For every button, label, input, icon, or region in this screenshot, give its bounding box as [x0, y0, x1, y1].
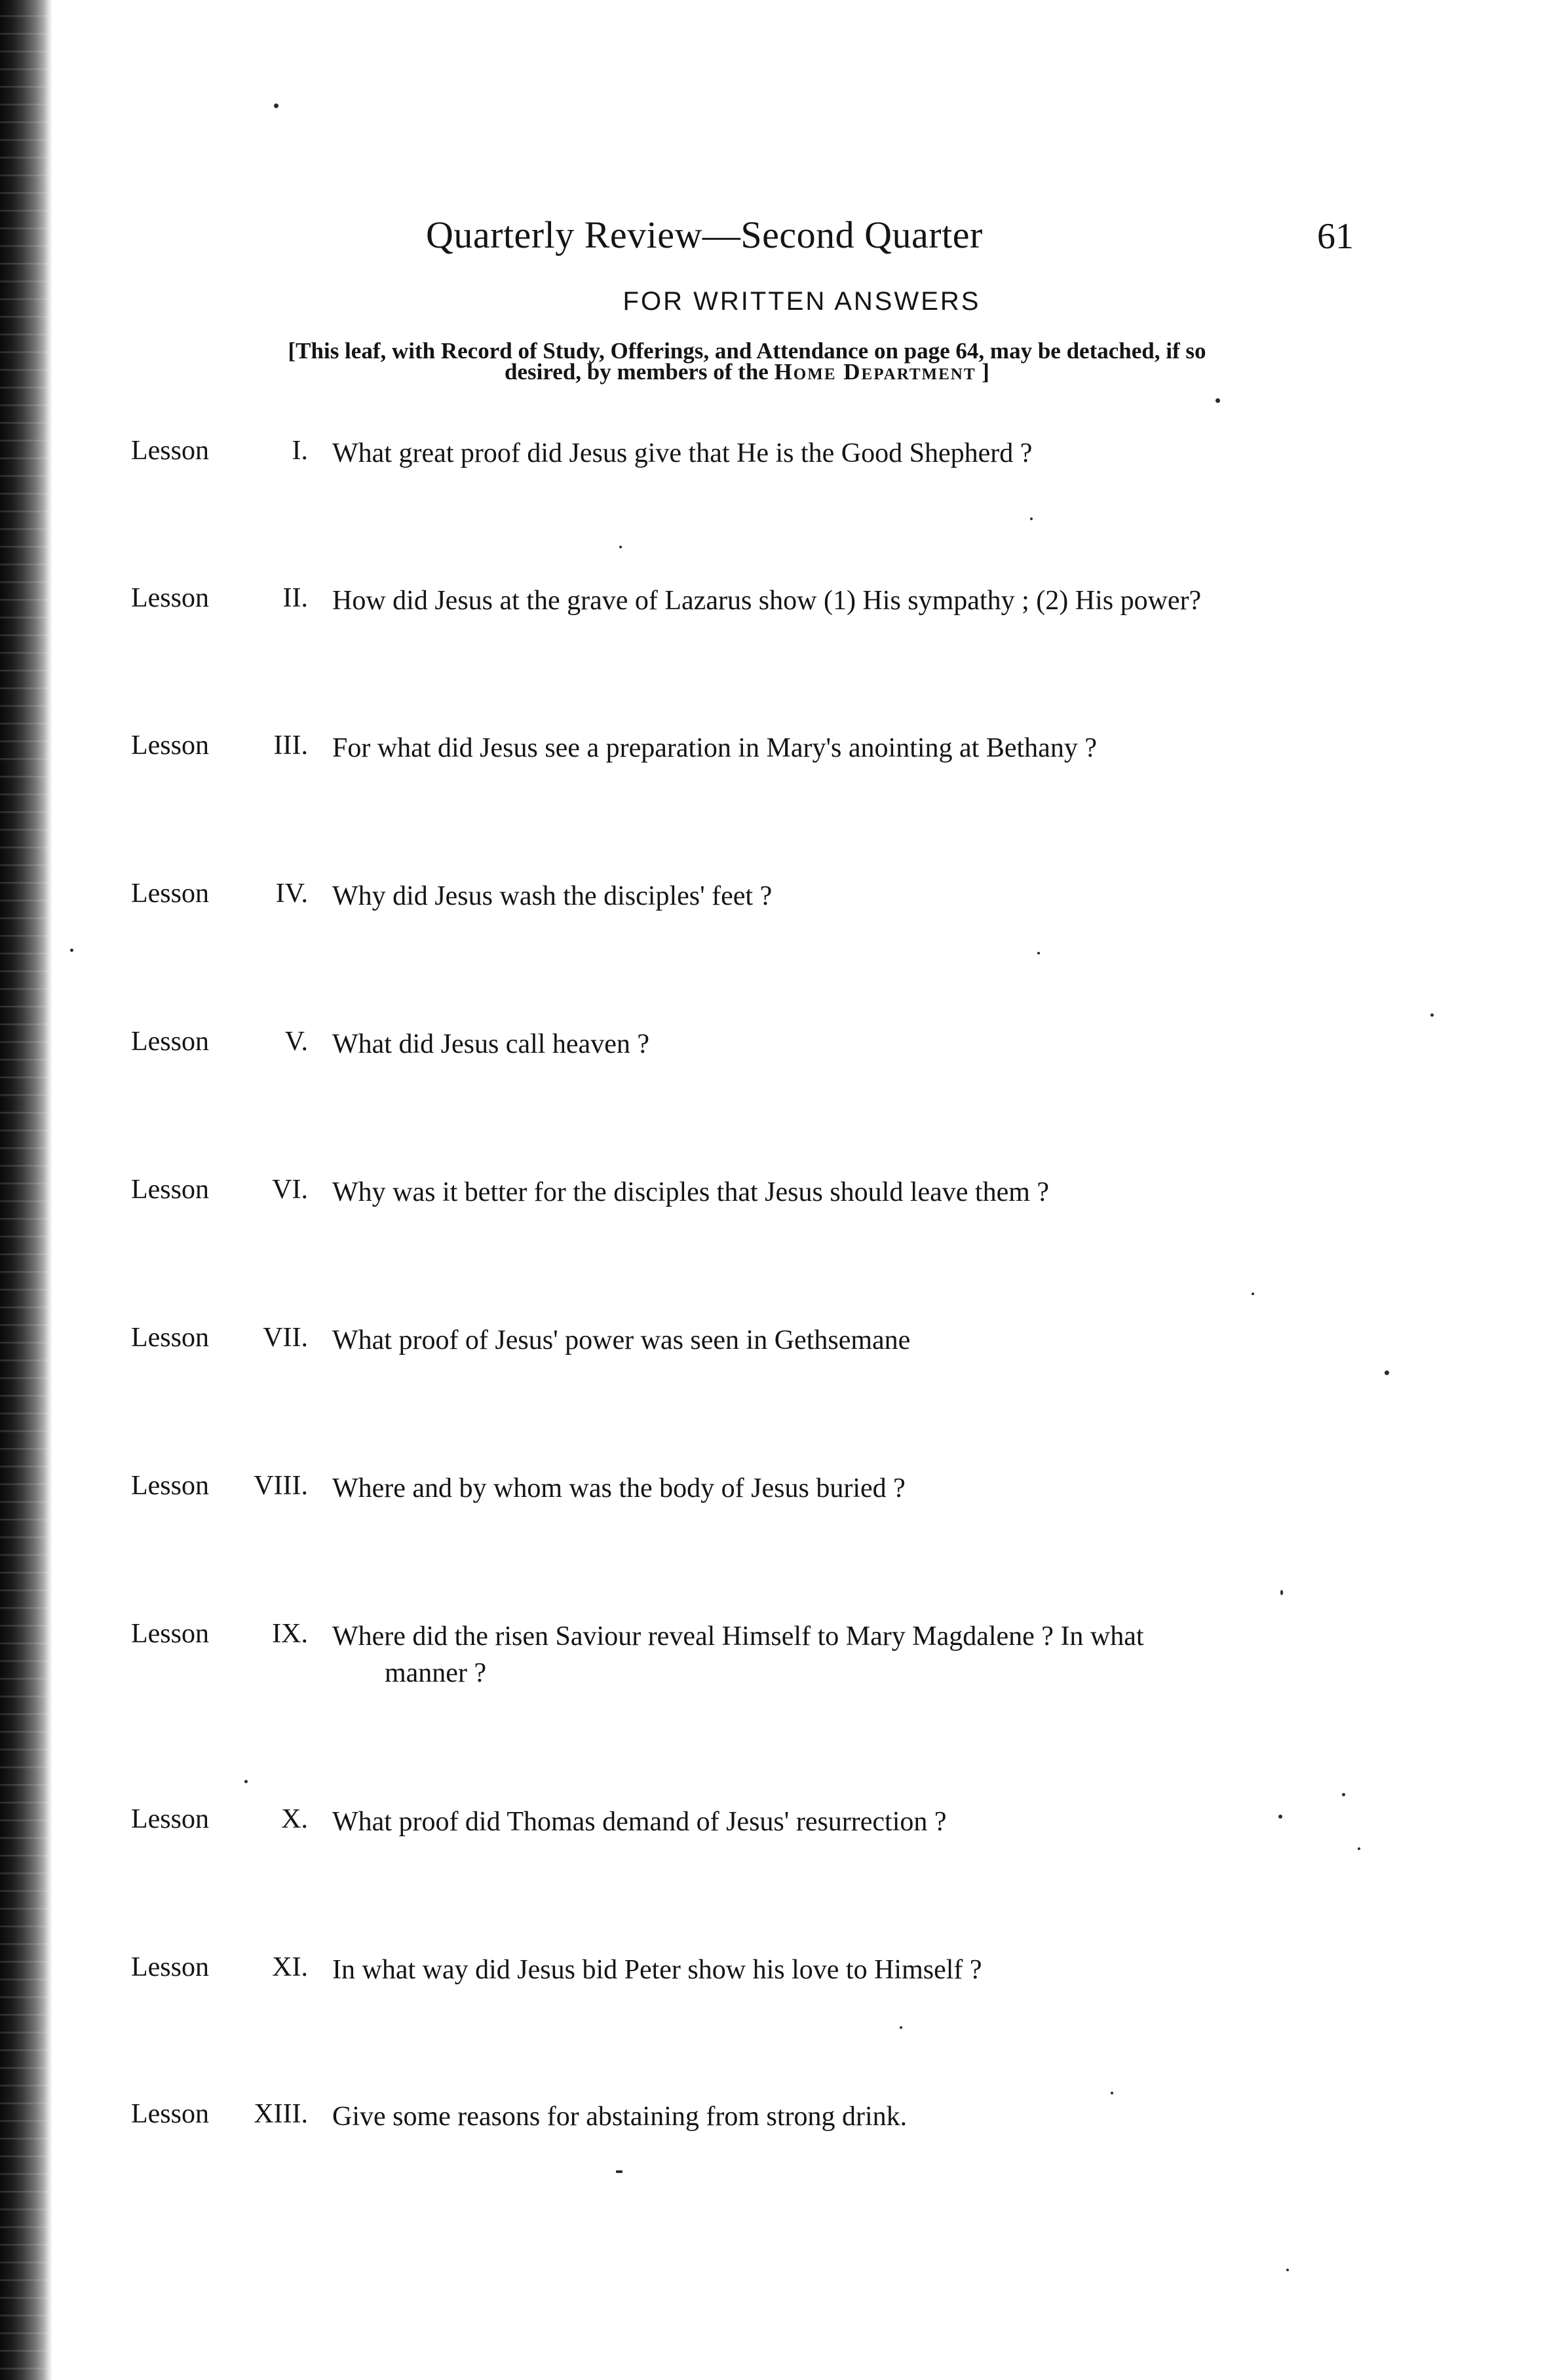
lesson-label: Lesson — [131, 1175, 209, 1205]
scan-speck — [1342, 1793, 1345, 1796]
lesson-question: What did Jesus call heaven ? — [332, 1029, 649, 1059]
lesson-number: V. — [284, 1027, 308, 1057]
scan-speck — [274, 104, 278, 108]
lesson-label: Lesson — [131, 1804, 209, 1834]
lesson-question — [332, 1618, 1354, 1691]
page-title: Quarterly Review—Second Quarter — [426, 214, 983, 256]
lesson-label: Lesson — [131, 1619, 209, 1649]
lesson-number: X. — [281, 1804, 308, 1834]
detach-note-line1: [This leaf, with Record of Study, Offerings, and Attendance on page 64, may be detached, if so — [288, 338, 1206, 364]
scan-speck — [1358, 1847, 1360, 1850]
lesson-number: II. — [282, 583, 308, 613]
scan-speck — [1280, 1590, 1283, 1595]
lesson-question: How did Jesus at the grave of Lazarus show (1) His sympathy ; (2) His power? — [332, 586, 1202, 616]
scan-speck — [1037, 952, 1040, 954]
detach-note-line2: desired, by members of the — [505, 359, 775, 385]
lesson-label: Lesson — [131, 2099, 209, 2129]
lesson-number: XIII. — [254, 2099, 308, 2129]
lesson-label: Lesson — [131, 583, 209, 613]
scan-speck — [1216, 398, 1220, 403]
detach-note — [183, 338, 1311, 385]
lesson-label: Lesson — [131, 436, 209, 466]
lesson-question: What proof of Jesus' power was seen in Gethsemane — [332, 1325, 911, 1355]
scan-speck — [244, 1780, 248, 1783]
lesson-number: VI. — [272, 1175, 308, 1205]
scan-speck — [616, 2170, 622, 2173]
department-name: Home Department — [774, 359, 976, 385]
scan-speck — [619, 546, 622, 548]
scan-speck — [70, 949, 73, 952]
lesson-number: VIII. — [254, 1471, 308, 1501]
lesson-number: XI. — [272, 1952, 308, 1982]
scan-speck — [1286, 2269, 1289, 2271]
section-subtitle: FOR WRITTEN ANSWERS — [622, 287, 981, 316]
lesson-question: Where and by whom was the body of Jesus buried ? — [332, 1473, 906, 1503]
lesson-label: Lesson — [131, 730, 209, 761]
running-header — [0, 213, 1551, 265]
lesson-label: Lesson — [131, 1952, 209, 1982]
page-number: 61 — [1317, 216, 1354, 257]
scan-speck — [900, 2026, 902, 2029]
lesson-number: VII. — [263, 1323, 308, 1353]
lesson-question: Give some reasons for abstaining from strong drink. — [332, 2102, 908, 2132]
lesson-number: IX. — [272, 1619, 308, 1649]
lesson-number: III. — [273, 730, 308, 761]
lesson-label: Lesson — [131, 1027, 209, 1057]
lesson-label: Lesson — [131, 878, 209, 909]
lesson-question: In what way did Jesus bid Peter show his love to Himself ? — [332, 1955, 982, 1985]
lesson-question: Why was it better for the disciples that Jesus should leave them ? — [332, 1177, 1050, 1207]
scan-speck — [1252, 1293, 1254, 1295]
scan-speck — [1030, 518, 1033, 520]
lesson-label: Lesson — [131, 1471, 209, 1501]
lesson-number: I. — [292, 436, 308, 466]
lesson-question: What proof did Thomas demand of Jesus' resurrection ? — [332, 1807, 947, 1837]
lesson-question: For what did Jesus see a preparation in Mary's anointing at Bethany ? — [332, 733, 1097, 763]
lesson-question-line2: manner ? — [385, 1658, 487, 1688]
detach-note-end: ] — [976, 359, 989, 385]
scan-speck — [1111, 2092, 1113, 2094]
lesson-question: What great proof did Jesus give that He is the Good Shepherd ? — [332, 438, 1033, 468]
lesson-question-line1: Where did the risen Saviour reveal Himself to Mary Magdalene ? In what — [332, 1621, 1144, 1652]
lesson-number: IV. — [275, 878, 308, 909]
scan-speck — [1430, 1013, 1434, 1017]
scan-speck — [1385, 1370, 1389, 1375]
lesson-label: Lesson — [131, 1323, 209, 1353]
lesson-question: Why did Jesus wash the disciples' feet ? — [332, 881, 773, 911]
